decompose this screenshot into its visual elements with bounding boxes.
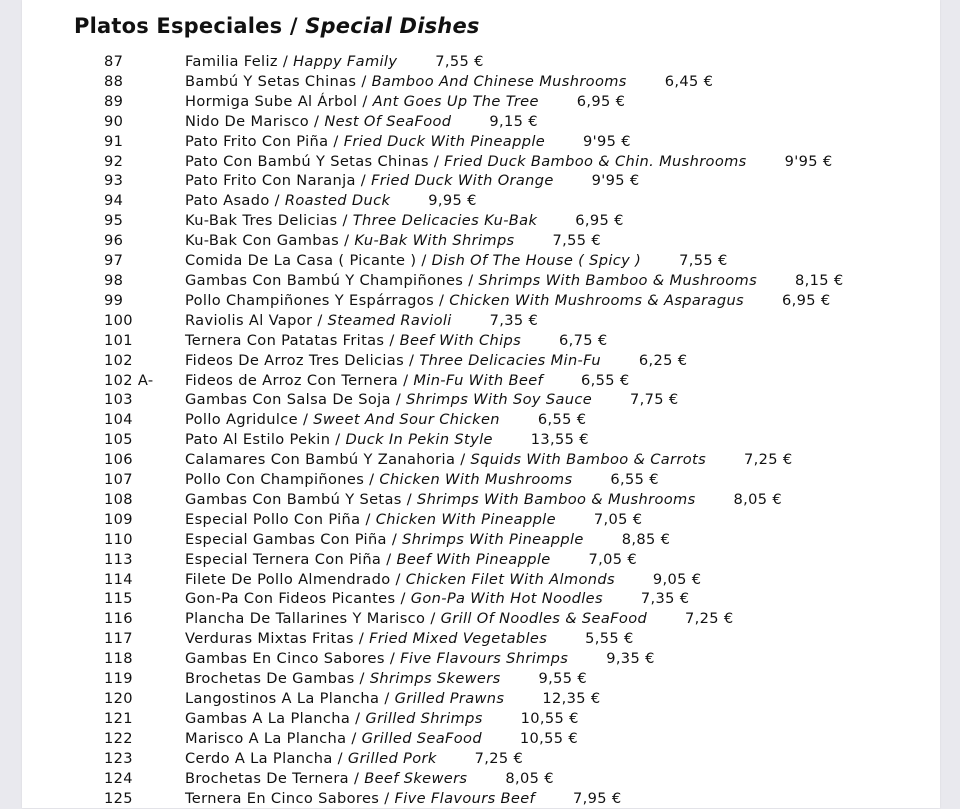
- dish-row: [22, 490, 940, 510]
- dish-name-spanish: Pato Frito Con Piña: [185, 132, 329, 150]
- dish-price: 9,05 €: [652, 570, 702, 588]
- dish-name-english: Chicken Filet With Almonds: [405, 570, 615, 588]
- name-separator: /: [357, 92, 373, 110]
- dish-entry: [185, 331, 608, 351]
- dish-row: [22, 689, 940, 709]
- dish-entry: [185, 191, 477, 211]
- name-separator: /: [350, 709, 366, 727]
- dish-name-spanish: Gambas A La Plancha: [185, 709, 351, 727]
- dish-entry: [185, 430, 589, 450]
- dish-name-spanish: Raviolis Al Vapor: [185, 311, 313, 329]
- dish-price: 8,15 €: [795, 271, 844, 289]
- dish-price: 6,55 €: [580, 371, 630, 389]
- dish-price: 7,25 €: [685, 610, 734, 628]
- dish-name-english: Shrimps Skewers: [369, 670, 501, 688]
- dish-name-spanish: Especial Ternera Con Piña: [185, 550, 382, 568]
- dish-row: [22, 570, 940, 590]
- dish-name-english: Beef With Pineapple: [396, 550, 551, 568]
- dish-row: [22, 231, 940, 251]
- dish-name-spanish: Gambas Con Bambú Y Setas: [185, 490, 402, 508]
- dish-price: 6,55 €: [537, 411, 587, 429]
- dish-row: [22, 530, 940, 550]
- dish-row: [22, 171, 940, 191]
- dish-name-english: Nest Of SeaFood: [324, 112, 452, 130]
- dish-name-spanish: Pato Asado: [185, 192, 270, 210]
- name-separator: /: [404, 351, 420, 369]
- dish-name-english: Min-Fu With Beef: [413, 371, 544, 389]
- dish-number: 105: [104, 431, 133, 449]
- dish-name-english: Fried Duck With Orange: [371, 172, 554, 190]
- dish-name-spanish: Pato Con Bambú Y Setas Chinas: [185, 152, 429, 170]
- dish-price: 12,35 €: [542, 690, 601, 707]
- dish-name-english: Gon-Pa With Hot Noodles: [410, 590, 603, 608]
- dish-price: 6,95 €: [781, 291, 831, 309]
- dish-name-english: Chicken With Mushrooms: [379, 471, 573, 489]
- dish-name-spanish: Fideos de Arroz Con Ternera: [185, 371, 399, 389]
- dish-name-english: Ant Goes Up The Tree: [372, 92, 539, 110]
- dish-name-spanish: Bambú Y Setas Chinas: [185, 72, 357, 90]
- name-separator: /: [364, 471, 380, 489]
- dish-entry: [185, 231, 601, 251]
- dish-row: [22, 430, 940, 450]
- dish-name-spanish: Brochetas De Gambas: [185, 670, 355, 688]
- dish-row: [22, 450, 940, 470]
- name-separator: /: [428, 152, 445, 170]
- dish-row: [22, 789, 940, 809]
- dish-entry: [185, 649, 655, 669]
- dish-entry: [185, 510, 642, 530]
- dish-name-spanish: Especial Pollo Con Piña: [185, 510, 361, 528]
- dish-price: 10,55 €: [519, 729, 579, 747]
- dish-entry: [185, 72, 713, 92]
- dish-row: [22, 191, 940, 211]
- dish-number: 121: [104, 709, 133, 727]
- dish-row: [22, 291, 940, 311]
- dish-row: [22, 390, 940, 410]
- dish-name-english: Grilled Shrimps: [365, 709, 483, 727]
- dish-name-english: Dish Of The House ( Spicy ): [431, 252, 642, 270]
- dish-number: 91: [104, 132, 124, 150]
- name-separator: /: [360, 510, 376, 528]
- dish-name-english: Steamed Ravioli: [327, 311, 452, 329]
- dish-price: 13,55 €: [530, 431, 589, 449]
- dish-entry: [185, 709, 579, 729]
- dish-price: 6,75 €: [559, 331, 608, 349]
- dish-row: [22, 311, 940, 331]
- dish-name-english: Shrimps With Bamboo & Mushrooms: [478, 271, 758, 289]
- dish-name-english: Squids With Bamboo & Carrots: [470, 451, 707, 469]
- dish-number: 125: [104, 789, 133, 807]
- dish-number: 98: [104, 271, 124, 289]
- dish-name-english: Shrimps With Pineapple: [402, 530, 584, 548]
- dish-row: [22, 410, 940, 430]
- name-separator: /: [425, 610, 441, 628]
- dish-number: 119: [104, 670, 133, 688]
- dish-entry: [185, 390, 679, 410]
- dish-number: 90: [104, 112, 124, 130]
- dish-number: 108: [104, 490, 133, 508]
- dish-price: 9'95 €: [784, 152, 833, 170]
- dish-row: [22, 470, 940, 490]
- name-separator: /: [312, 311, 328, 329]
- dish-name-spanish: Gambas Con Salsa De Soja: [185, 391, 391, 409]
- dish-name-spanish: Pollo Agridulce: [185, 411, 299, 429]
- dish-number: 109: [104, 510, 133, 528]
- dish-row: [22, 271, 940, 291]
- dish-number: 124: [104, 769, 133, 787]
- dish-row: [22, 92, 940, 112]
- dish-number: 92: [104, 152, 124, 170]
- dish-entry: [185, 729, 578, 749]
- dish-price: 9,35 €: [606, 650, 655, 668]
- dish-name-spanish: Calamares Con Bambú Y Zanahoria: [185, 451, 456, 469]
- name-separator: /: [384, 650, 401, 668]
- dish-number: 117: [104, 630, 133, 648]
- name-separator: /: [356, 72, 372, 90]
- dish-entry: [185, 291, 830, 311]
- dish-name-spanish: Pollo Champiñones Y Espárragos: [185, 291, 435, 309]
- name-separator: /: [332, 749, 348, 767]
- dish-row: [22, 510, 940, 530]
- dish-number: 116: [104, 610, 133, 628]
- dish-row: [22, 629, 940, 649]
- name-separator: /: [277, 53, 294, 70]
- name-separator: /: [390, 570, 406, 588]
- dish-row: [22, 112, 940, 132]
- name-separator: /: [390, 391, 407, 409]
- dish-entry: [185, 490, 782, 510]
- dish-number: 102: [104, 351, 133, 369]
- dish-entry: [185, 351, 687, 371]
- title-english: Special Dishes: [305, 14, 480, 38]
- dish-price: 7,25 €: [744, 451, 793, 469]
- dish-entry: [185, 410, 586, 430]
- dish-price: 6,95 €: [576, 92, 626, 110]
- dish-price: 7,75 €: [630, 391, 679, 409]
- dish-number: 95: [104, 212, 124, 230]
- dish-name-english: Fried Duck Bamboo & Chin. Mushrooms: [444, 152, 747, 170]
- dish-number: 115: [104, 590, 133, 608]
- dish-entry: [185, 629, 634, 649]
- title-spanish: Platos Especiales: [74, 14, 283, 38]
- name-separator: /: [330, 431, 346, 449]
- dish-name-english: Ku-Bak With Shrimps: [354, 232, 515, 250]
- dish-number: 123: [104, 749, 133, 767]
- dish-name-spanish: Brochetas De Ternera: [185, 769, 349, 787]
- dish-number: 107: [104, 471, 133, 489]
- name-separator: /: [354, 670, 370, 688]
- dish-entry: [185, 112, 538, 132]
- dish-name-english: Grilled SeaFood: [361, 729, 482, 747]
- dish-number: 118: [104, 650, 133, 668]
- dish-name-english: Five Flavours Beef: [394, 789, 536, 807]
- dish-number: 87: [104, 53, 124, 70]
- name-separator: /: [455, 451, 471, 469]
- dish-row: [22, 589, 940, 609]
- dish-number: 120: [104, 690, 133, 707]
- dish-name-english: Happy Family: [293, 53, 398, 70]
- dish-row: [22, 749, 940, 769]
- name-separator: /: [337, 212, 353, 230]
- name-separator: /: [269, 192, 285, 210]
- dish-row: [22, 371, 940, 391]
- name-separator: /: [384, 331, 400, 349]
- dish-number: 96: [104, 232, 124, 250]
- dish-row: [22, 669, 940, 689]
- dish-name-spanish: Cerdo A La Plancha: [185, 749, 333, 767]
- name-separator: /: [463, 271, 479, 289]
- dish-name-english: Three Delicacies Min-Fu: [419, 351, 601, 369]
- dish-row: [22, 52, 940, 72]
- dish-row: [22, 331, 940, 351]
- dish-name-spanish: Gambas En Cinco Sabores: [185, 650, 385, 668]
- dish-entry: [185, 251, 728, 271]
- dish-name-english: Roasted Duck: [284, 192, 391, 210]
- dish-price: 10,55 €: [520, 709, 579, 727]
- dish-name-spanish: Pollo Con Champiñones: [185, 471, 365, 489]
- dish-name-spanish: Ku-Bak Tres Delicias: [185, 212, 338, 230]
- dish-price: 9'95 €: [591, 172, 640, 190]
- dish-row: [22, 72, 940, 92]
- dish-number: 97: [104, 252, 124, 270]
- name-separator: /: [379, 690, 395, 707]
- dish-name-english: Fried Mixed Vegetables: [369, 630, 548, 648]
- name-separator: /: [348, 769, 365, 787]
- dish-name-spanish: Ku-Bak Con Gambas: [185, 232, 340, 250]
- dish-price: 7,35 €: [640, 590, 690, 608]
- dish-number: 106: [104, 451, 133, 469]
- dish-name-spanish: Plancha De Tallarines Y Marisco: [185, 610, 426, 628]
- dish-name-english: Sweet And Sour Chicken: [313, 411, 500, 429]
- dish-name-english: Beef With Chips: [399, 331, 522, 349]
- dish-price: 6,55 €: [610, 471, 659, 489]
- dish-row: [22, 649, 940, 669]
- dish-name-english: Shrimps With Soy Sauce: [406, 391, 593, 409]
- dish-price: 6,95 €: [575, 212, 624, 230]
- dish-number: 103: [104, 391, 133, 409]
- dish-price: 9,55 €: [538, 670, 588, 688]
- name-separator: /: [379, 789, 395, 807]
- dish-name-english: Grilled Pork: [347, 749, 437, 767]
- dish-row: [22, 251, 940, 271]
- dish-name-spanish: Nido De Marisco: [185, 112, 310, 130]
- dish-entry: [185, 152, 833, 172]
- dish-name-spanish: Pato Al Estilo Pekin: [185, 431, 331, 449]
- dish-number: 104: [104, 411, 133, 429]
- dish-name-spanish: Hormiga Sube Al Árbol: [185, 92, 358, 110]
- dish-price: 7,35 €: [489, 311, 539, 329]
- dish-row: [22, 351, 940, 371]
- name-separator: /: [401, 490, 417, 508]
- dish-price: 7,95 €: [573, 789, 622, 807]
- dish-name-spanish: Gambas Con Bambú Y Champiñones: [185, 271, 464, 289]
- dish-price: 7,25 €: [474, 749, 524, 767]
- dish-name-english: Grill Of Noodles & SeaFood: [440, 610, 648, 628]
- dish-price: 8,85 €: [621, 530, 671, 548]
- dish-number: 122: [104, 729, 133, 747]
- dish-number: 99: [104, 291, 124, 309]
- dish-number: 102 A-: [104, 371, 154, 389]
- dish-entry: [185, 609, 734, 629]
- dish-entry: [185, 52, 484, 72]
- dish-name-spanish: Verduras Mixtas Fritas: [185, 630, 354, 648]
- dish-name-spanish: Especial Gambas Con Piña: [185, 530, 387, 548]
- dish-number: 113: [104, 550, 133, 568]
- dish-price: 5,55 €: [585, 630, 634, 648]
- dish-name-english: Five Flavours Shrimps: [400, 650, 569, 668]
- name-separator: /: [395, 590, 411, 608]
- dish-entry: [185, 211, 624, 231]
- dish-number: 100: [104, 311, 133, 329]
- dish-name-spanish: Gon-Pa Con Fideos Picantes: [185, 590, 396, 608]
- dish-entry: [185, 450, 793, 470]
- name-separator: /: [386, 530, 403, 548]
- dish-entry: [185, 689, 600, 709]
- name-separator: /: [434, 291, 450, 309]
- dish-name-spanish: Familia Feliz: [185, 53, 278, 70]
- dish-name-english: Bamboo And Chinese Mushrooms: [371, 72, 627, 90]
- dish-name-english: Chicken With Mushrooms & Asparagus: [449, 291, 744, 309]
- dish-entry: [185, 669, 587, 689]
- dish-price: 7,55 €: [435, 53, 484, 70]
- name-separator: /: [298, 411, 314, 429]
- dish-entry: [185, 769, 554, 789]
- dish-name-spanish: Langostinos A La Plancha: [185, 690, 380, 707]
- dish-name-spanish: Fideos De Arroz Tres Delicias: [185, 351, 405, 369]
- dish-price: 9'95 €: [583, 132, 631, 150]
- dish-name-english: Duck In Pekin Style: [345, 431, 493, 449]
- dish-name-english: Three Delicacies Ku-Bak: [352, 212, 538, 230]
- dish-name-english: Fried Duck With Pineapple: [343, 132, 546, 150]
- dish-name-spanish: Pato Frito Con Naranja: [185, 172, 356, 190]
- name-separator: /: [328, 132, 344, 150]
- dish-entry: [185, 132, 631, 152]
- dish-name-english: Beef Skewers: [364, 769, 468, 787]
- dish-list: [22, 52, 940, 808]
- dish-price: 7,05 €: [593, 510, 643, 528]
- menu-page: [22, 0, 940, 808]
- dish-number: 114: [104, 570, 133, 588]
- dish-number: 101: [104, 331, 133, 349]
- name-separator: /: [355, 172, 372, 190]
- dish-entry: [185, 570, 701, 590]
- dish-row: [22, 132, 940, 152]
- dish-price: 7,55 €: [679, 252, 728, 270]
- dish-name-spanish: Comida De La Casa ( Picante ): [185, 252, 417, 270]
- dish-row: [22, 550, 940, 570]
- name-separator: /: [398, 371, 414, 389]
- dish-number: 88: [104, 72, 124, 90]
- dish-price: 7,55 €: [552, 232, 601, 250]
- dish-number: 110: [104, 530, 133, 548]
- dish-entry: [185, 171, 640, 191]
- dish-number: 89: [104, 92, 124, 110]
- dish-entry: [185, 470, 659, 490]
- dish-number: 94: [104, 192, 124, 210]
- title-separator: /: [282, 14, 306, 38]
- dish-entry: [185, 371, 630, 391]
- dish-row: [22, 211, 940, 231]
- dish-price: 6,45 €: [664, 72, 714, 90]
- dish-name-english: Chicken With Pineapple: [375, 510, 556, 528]
- dish-entry: [185, 92, 625, 112]
- dish-row: [22, 609, 940, 629]
- dish-entry: [185, 530, 670, 550]
- name-separator: /: [416, 252, 432, 270]
- dish-number: 93: [104, 172, 124, 190]
- dish-row: [22, 709, 940, 729]
- dish-entry: [185, 550, 637, 570]
- dish-price: 9,15 €: [489, 112, 538, 130]
- name-separator: /: [309, 112, 325, 130]
- name-separator: /: [381, 550, 397, 568]
- dish-name-english: Grilled Prawns: [394, 690, 505, 707]
- dish-price: 7,05 €: [588, 550, 638, 568]
- dish-price: 6,25 €: [638, 351, 688, 369]
- dish-entry: [185, 311, 538, 331]
- dish-name-spanish: Marisco A La Plancha: [185, 729, 347, 747]
- dish-price: 8,05 €: [505, 769, 554, 787]
- name-separator: /: [353, 630, 370, 648]
- name-separator: /: [339, 232, 355, 250]
- dish-name-spanish: Ternera Con Patatas Fritas: [185, 331, 385, 349]
- page-title: [74, 14, 480, 38]
- dish-entry: [185, 589, 689, 609]
- name-separator: /: [346, 729, 362, 747]
- dish-row: [22, 729, 940, 749]
- dish-name-spanish: Filete De Pollo Almendrado: [185, 570, 391, 588]
- dish-price: 8,05 €: [733, 490, 783, 508]
- dish-entry: [185, 789, 622, 809]
- dish-entry: [185, 749, 523, 769]
- dish-name-spanish: Ternera En Cinco Sabores: [185, 789, 380, 807]
- dish-price: 9,95 €: [428, 192, 477, 210]
- dish-entry: [185, 271, 844, 291]
- dish-row: [22, 769, 940, 789]
- dish-row: [22, 152, 940, 172]
- dish-name-english: Shrimps With Bamboo & Mushrooms: [416, 490, 696, 508]
